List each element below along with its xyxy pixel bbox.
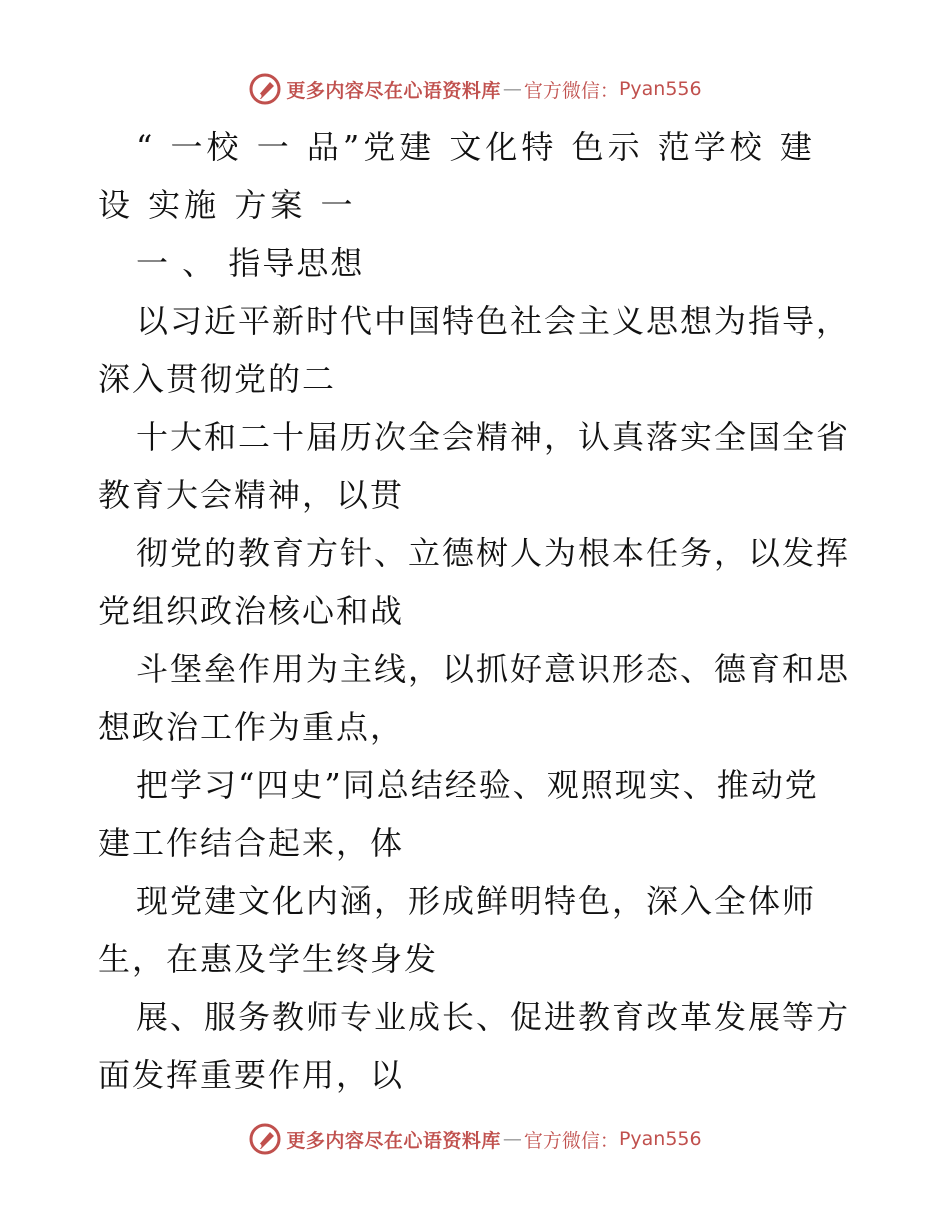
body-text-line: 建工作结合起来，体 xyxy=(98,824,405,862)
body-text-line: 展、服务教师专业成长、促进教育改革发展等方 xyxy=(136,998,851,1036)
watermark-account-label: 官方微信： xyxy=(523,79,619,102)
pen-nib-logo-icon xyxy=(248,1122,282,1156)
body-text-line: 十大和二十届历次全会精神，认真落实全国全省 xyxy=(136,418,851,456)
paragraph xyxy=(98,292,858,1104)
watermark-separator: — xyxy=(502,1128,522,1150)
watermark-banner-top xyxy=(0,72,950,106)
section-heading: 一 、 指导思想 xyxy=(136,244,365,282)
body-text-line: 生，在惠及学生终身发 xyxy=(98,940,439,978)
watermark-account-id: Pyan556 xyxy=(618,1128,702,1150)
watermark-banner-bottom xyxy=(0,1122,950,1156)
pen-nib-logo-icon xyxy=(248,72,282,106)
body-text-line: 教育大会精神，以贯 xyxy=(98,476,405,514)
body-text-line: 想政治工作为重点， xyxy=(98,708,405,746)
watermark-brand-text: 更多内容尽在心语资料库 xyxy=(286,1129,501,1152)
body-text-line: 深入贯彻党的二 xyxy=(98,360,337,398)
document-body xyxy=(98,118,858,1104)
body-text-line: 面发挥重要作用，以 xyxy=(98,1056,405,1094)
document-title-line-1: “ 一校 一 品”党建 文化特 色示 范学校 建 xyxy=(136,128,816,166)
body-text-line: 现党建文化内涵，形成鲜明特色，深入全体师 xyxy=(136,882,817,920)
body-text-line: 以习近平新时代中国特色社会主义思想为指导， xyxy=(136,302,851,340)
watermark-account-label: 官方微信： xyxy=(523,1129,619,1152)
watermark-account-id: Pyan556 xyxy=(618,78,702,100)
watermark-brand-text: 更多内容尽在心语资料库 xyxy=(286,79,501,102)
body-text-line: 把学习“四史”同总结经验、观照现实、推动党 xyxy=(136,766,819,804)
body-text-line: 彻党的教育方针、立德树人为根本任务，以发挥 xyxy=(136,534,851,572)
document-title-line-2: 设 实施 方案 一 xyxy=(98,186,357,224)
body-text-line: 党组织政治核心和战 xyxy=(98,592,405,630)
body-text-line: 斗堡垒作用为主线，以抓好意识形态、德育和思 xyxy=(136,650,851,688)
watermark-separator: — xyxy=(502,78,522,100)
